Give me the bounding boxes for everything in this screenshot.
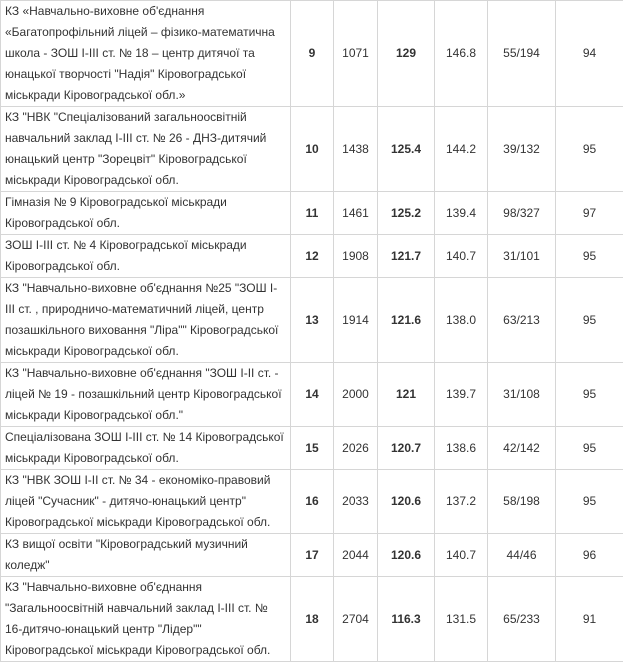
percent-cell: 95 bbox=[556, 235, 623, 278]
rank-cell: 13 bbox=[291, 278, 334, 363]
rank-cell: 17 bbox=[291, 534, 334, 577]
average-cell: 139.7 bbox=[435, 363, 488, 427]
average-cell: 139.4 bbox=[435, 192, 488, 235]
students-cell: 2000 bbox=[334, 363, 378, 427]
score-cell: 125.2 bbox=[378, 192, 435, 235]
students-cell: 2704 bbox=[334, 577, 378, 662]
students-cell: 1914 bbox=[334, 278, 378, 363]
table-row bbox=[1, 577, 623, 662]
table-row bbox=[1, 1, 623, 107]
average-cell: 138.6 bbox=[435, 427, 488, 470]
students-cell: 1461 bbox=[334, 192, 378, 235]
score-cell: 125.4 bbox=[378, 107, 435, 192]
table-row bbox=[1, 235, 623, 278]
school-name-cell: Спеціалізована ЗОШ І-ІІІ ст. № 14 Кіровоградської міськради Кіровоградської обл. bbox=[1, 427, 291, 470]
percent-cell: 94 bbox=[556, 1, 623, 107]
ratio-cell: 65/233 bbox=[488, 577, 556, 662]
table-row bbox=[1, 470, 623, 534]
rank-cell: 12 bbox=[291, 235, 334, 278]
school-name-cell: КЗ "НВК ЗОШ І-ІІ ст. № 34 - економіко-правовий ліцей "Сучасник" - дитячо-юнацький центр" Кіровоградської міськради Кіровоградської обл. bbox=[1, 470, 291, 534]
ratio-cell: 42/142 bbox=[488, 427, 556, 470]
school-name-cell: КЗ "НВК "Спеціалізований загальноосвітній навчальний заклад І-ІІІ ст. № 26 - ДНЗ-дитячий юнацький центр "Зорецвіт" Кіровоградської міськради Кіровоградської обл. bbox=[1, 107, 291, 192]
table-row bbox=[1, 427, 623, 470]
percent-cell: 95 bbox=[556, 470, 623, 534]
students-cell: 1071 bbox=[334, 1, 378, 107]
students-cell: 2033 bbox=[334, 470, 378, 534]
students-cell: 1908 bbox=[334, 235, 378, 278]
school-name-cell: КЗ «Навчально-виховне об'єднання «Багатопрофільний ліцей – фізико-математична школа - ЗОШ І-ІІІ ст. № 18 – центр дитячої та юнацької творчості "Надія" Кіровоградської міськради Кіровоградської обл.» bbox=[1, 1, 291, 107]
percent-cell: 95 bbox=[556, 427, 623, 470]
rank-cell: 11 bbox=[291, 192, 334, 235]
ratio-cell: 63/213 bbox=[488, 278, 556, 363]
table-row bbox=[1, 192, 623, 235]
table-row bbox=[1, 278, 623, 363]
rank-cell: 18 bbox=[291, 577, 334, 662]
average-cell: 144.2 bbox=[435, 107, 488, 192]
ratio-cell: 55/194 bbox=[488, 1, 556, 107]
school-name-cell: КЗ "Навчально-виховне об'єднання "Загальноосвітній навчальний заклад І-ІІІ ст. № 16-дитячо-юнацький центр "Лідер"" Кіровоградської міськради Кіровоградської обл. bbox=[1, 577, 291, 662]
percent-cell: 95 bbox=[556, 107, 623, 192]
average-cell: 137.2 bbox=[435, 470, 488, 534]
school-name-cell: КЗ "Навчально-виховне об'єднання №25 "ЗОШ І-ІІІ ст. , природничо-математичний ліцей, центр позашкільного виховання "Ліра"" Кіровоградської міськради Кіровоградської обл. bbox=[1, 278, 291, 363]
percent-cell: 95 bbox=[556, 278, 623, 363]
table-row bbox=[1, 534, 623, 577]
average-cell: 140.7 bbox=[435, 534, 488, 577]
average-cell: 140.7 bbox=[435, 235, 488, 278]
students-cell: 2026 bbox=[334, 427, 378, 470]
school-name-cell: КЗ вищої освіти "Кіровоградський музичний коледж" bbox=[1, 534, 291, 577]
average-cell: 146.8 bbox=[435, 1, 488, 107]
percent-cell: 95 bbox=[556, 363, 623, 427]
percent-cell: 97 bbox=[556, 192, 623, 235]
rank-cell: 16 bbox=[291, 470, 334, 534]
school-name-cell: ЗОШ І-ІІІ ст. № 4 Кіровоградської міськради Кіровоградської обл. bbox=[1, 235, 291, 278]
rank-cell: 15 bbox=[291, 427, 334, 470]
score-cell: 116.3 bbox=[378, 577, 435, 662]
table-row bbox=[1, 363, 623, 427]
students-cell: 1438 bbox=[334, 107, 378, 192]
ratio-cell: 31/108 bbox=[488, 363, 556, 427]
ratio-cell: 31/101 bbox=[488, 235, 556, 278]
score-cell: 121 bbox=[378, 363, 435, 427]
students-cell: 2044 bbox=[334, 534, 378, 577]
percent-cell: 96 bbox=[556, 534, 623, 577]
school-name-cell: КЗ "Навчально-виховне об'єднання "ЗОШ І-ІІ ст. - ліцей № 19 - позашкільний центр Кіровоградської міськради Кіровоградської обл." bbox=[1, 363, 291, 427]
score-cell: 120.7 bbox=[378, 427, 435, 470]
score-cell: 121.7 bbox=[378, 235, 435, 278]
ratio-cell: 44/46 bbox=[488, 534, 556, 577]
rank-cell: 14 bbox=[291, 363, 334, 427]
score-cell: 120.6 bbox=[378, 470, 435, 534]
score-cell: 129 bbox=[378, 1, 435, 107]
score-cell: 121.6 bbox=[378, 278, 435, 363]
table-row bbox=[1, 107, 623, 192]
rank-cell: 9 bbox=[291, 1, 334, 107]
average-cell: 131.5 bbox=[435, 577, 488, 662]
school-name-cell: Гімназія № 9 Кіровоградської міськради Кіровоградської обл. bbox=[1, 192, 291, 235]
rank-cell: 10 bbox=[291, 107, 334, 192]
ratio-cell: 39/132 bbox=[488, 107, 556, 192]
ratio-cell: 58/198 bbox=[488, 470, 556, 534]
score-cell: 120.6 bbox=[378, 534, 435, 577]
percent-cell: 91 bbox=[556, 577, 623, 662]
ratio-cell: 98/327 bbox=[488, 192, 556, 235]
average-cell: 138.0 bbox=[435, 278, 488, 363]
